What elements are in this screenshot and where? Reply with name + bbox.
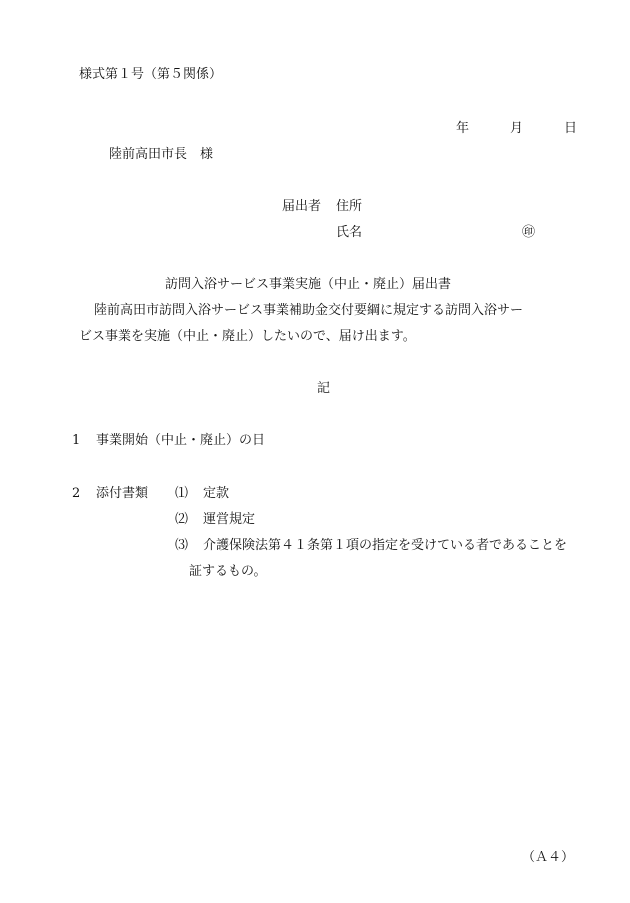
body-line-1: 陸前高田市訪問入浴サービス事業補助金交付要綱に規定する訪問入浴サー (94, 303, 524, 318)
attachment-number: ⑵ (175, 512, 189, 527)
applicant-label: 届出者 (282, 199, 322, 214)
date-month: 月 (510, 121, 524, 136)
seal-mark: ㊞ (522, 225, 536, 240)
item-number: 1 (72, 433, 81, 448)
attachment-text: 運営規定 (203, 512, 256, 527)
addressee: 陸前高田市長 様 (109, 147, 214, 162)
attachment-text: 介護保険法第４１条第１項の指定を受けている者であることを (203, 538, 568, 553)
form-number: 様式第１号（第５関係） (79, 67, 223, 82)
name-label: 氏名 (336, 225, 363, 240)
date-year: 年 (456, 121, 470, 136)
attachment-continuation: 証するもの。 (189, 564, 267, 579)
attachment-text: 定款 (203, 486, 230, 501)
ki-heading: 記 (317, 381, 331, 396)
paper-size: （Ａ４） (522, 850, 575, 865)
address-label: 住所 (336, 199, 363, 214)
item-label: 添付書類 (96, 486, 149, 501)
document-title: 訪問入浴サービス事業実施（中止・廃止）届出書 (165, 277, 452, 292)
item-number: 2 (72, 486, 81, 501)
body-line-2: ビス事業を実施（中止・廃止）したいので、届け出ます。 (79, 329, 416, 344)
attachment-number: ⑶ (175, 538, 189, 553)
date-day: 日 (564, 121, 578, 136)
item-label: 事業開始（中止・廃止）の日 (96, 433, 266, 448)
attachment-number: ⑴ (175, 486, 189, 501)
